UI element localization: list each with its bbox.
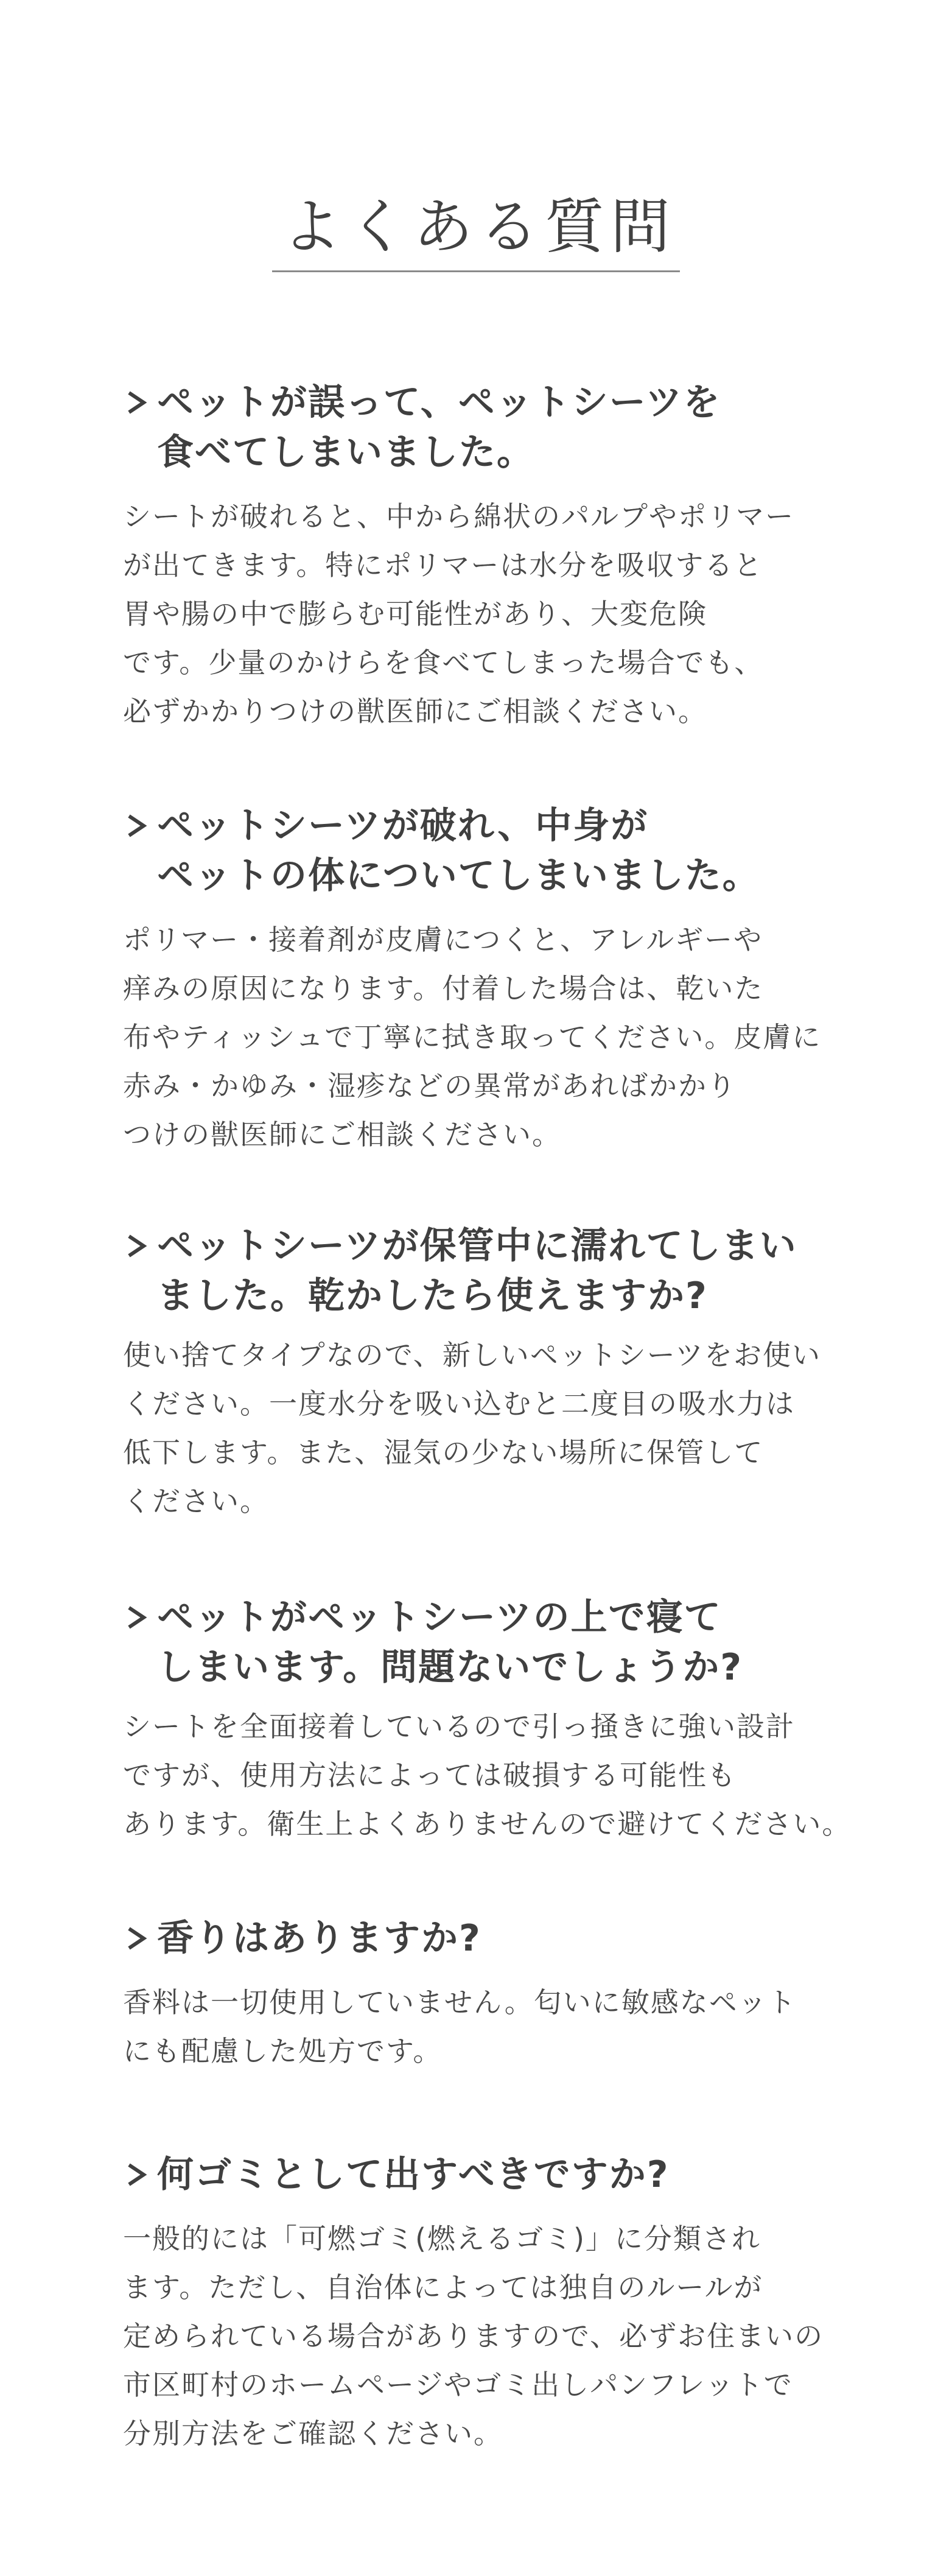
faq-answer-line: が出てきます。特にポリマーは水分を吸収すると: [123, 549, 763, 582]
faq-question-line: しまいます。問題ないでしょうか?: [157, 1646, 743, 1689]
faq-answer-line: シートが破れると、中から綿状のパルプやポリマー: [123, 500, 795, 533]
faq-question: [123, 1913, 853, 1963]
faq-answer-line: 必ずかかりつけの獣医師にご相談ください。: [123, 695, 707, 728]
faq-answer-line: 香料は一切使用していません。匂いに敏感なペット: [123, 1986, 797, 2019]
faq-question: [123, 1592, 853, 1692]
faq-question-line: 香りはありますか?: [157, 1917, 481, 1960]
faq-answer: [123, 492, 853, 736]
title-block: [0, 157, 952, 312]
faq-answer-line: にも配慮した処方です。: [123, 2035, 443, 2067]
faq-answer-line: 低下します。また、湿気の少ない場所に保管して: [123, 1436, 764, 1469]
faq-answer-line: 使い捨てタイプなので、新しいペットシーツをお使い: [123, 1339, 821, 1371]
chevron-right-icon: [123, 1604, 150, 1631]
faq-item: [123, 801, 853, 1159]
faq-question: [123, 2150, 853, 2200]
faq-answer-line: ポリマー・接着剤が皮膚につくと、アレルギーや: [123, 923, 763, 956]
faq-question: [123, 1221, 853, 1321]
chevron-right-icon: [123, 2161, 150, 2188]
faq-item: [123, 1592, 853, 1848]
faq-answer-line: ください。: [123, 1485, 269, 1518]
faq-question: [123, 378, 853, 477]
faq-question-line: ペットがペットシーツの上で寝て: [157, 1596, 722, 1639]
faq-answer-line: 分別方法をご確認ください。: [123, 2417, 503, 2450]
faq-question-line: ペットシーツが破れ、中身が: [157, 804, 649, 847]
chevron-right-icon: [123, 389, 150, 416]
faq-answer-line: あります。衛生上よくありませんので避けてください。: [123, 1807, 852, 1840]
faq-answer-line: シートを全面接着しているので引っ掻きに強い設計: [123, 1710, 795, 1743]
faq-item: [123, 2150, 853, 2458]
faq-answer: [123, 1702, 853, 1848]
faq-answer: [123, 1331, 853, 1526]
faq-question-line: ペットシーツが保管中に濡れてしまい: [157, 1225, 797, 1267]
faq-question: [123, 801, 853, 901]
chevron-right-icon: [123, 1233, 150, 1259]
faq-answer-line: 市区町村のホームページやゴミ出しパンフレットで: [123, 2368, 793, 2401]
page-title: よくある質問: [272, 197, 680, 272]
chevron-right-icon: [123, 812, 150, 839]
faq-answer: [123, 2214, 853, 2458]
faq-item: [123, 1221, 853, 1526]
chevron-right-icon: [123, 1925, 150, 1952]
faq-answer-line: 赤み・かゆみ・湿疹などの異常があればかかり: [123, 1069, 737, 1102]
faq-answer-line: 定められている場合がありますので、必ずお住まいの: [123, 2320, 824, 2353]
faq-question-line: 何ゴミとして出すべきですか?: [157, 2153, 670, 2196]
faq-answer-line: 胃や腸の中で膨らむ可能性があり、大変危険: [123, 597, 707, 630]
faq-answer-line: ください。一度水分を吸い込むと二度目の吸水力は: [123, 1387, 795, 1420]
faq-answer: [123, 1978, 853, 2075]
faq-question-line: ペットが誤って、ペットシーツを: [157, 381, 721, 424]
faq-question-line: ペットの体についてしまいました。: [157, 854, 760, 897]
faq-answer-line: です。少量のかけらを食べてしまった場合でも、: [123, 646, 764, 679]
faq-item: [123, 378, 853, 736]
faq-answer-line: 痒みの原因になります。付着した場合は、乾いた: [123, 972, 764, 1005]
faq-answer-line: ですが、使用方法によっては破損する可能性も: [123, 1759, 737, 1792]
faq-item: [123, 1913, 853, 2075]
faq-answer: [123, 915, 853, 1159]
faq-answer-line: つけの獣医師にご相談ください。: [123, 1118, 561, 1151]
faq-answer-line: 布やティッシュで丁寧に拭き取ってください。皮膚に: [123, 1021, 822, 1054]
faq-question-line: ました。乾かしたら使えますか?: [157, 1275, 708, 1317]
faq-answer-line: 一般的には「可燃ゴミ(燃えるゴミ)」に分類され: [123, 2222, 761, 2255]
faq-answer-line: ます。ただし、自治体によっては独自のルールが: [123, 2271, 763, 2304]
faq-question-line: 食べてしまいました。: [157, 431, 534, 474]
